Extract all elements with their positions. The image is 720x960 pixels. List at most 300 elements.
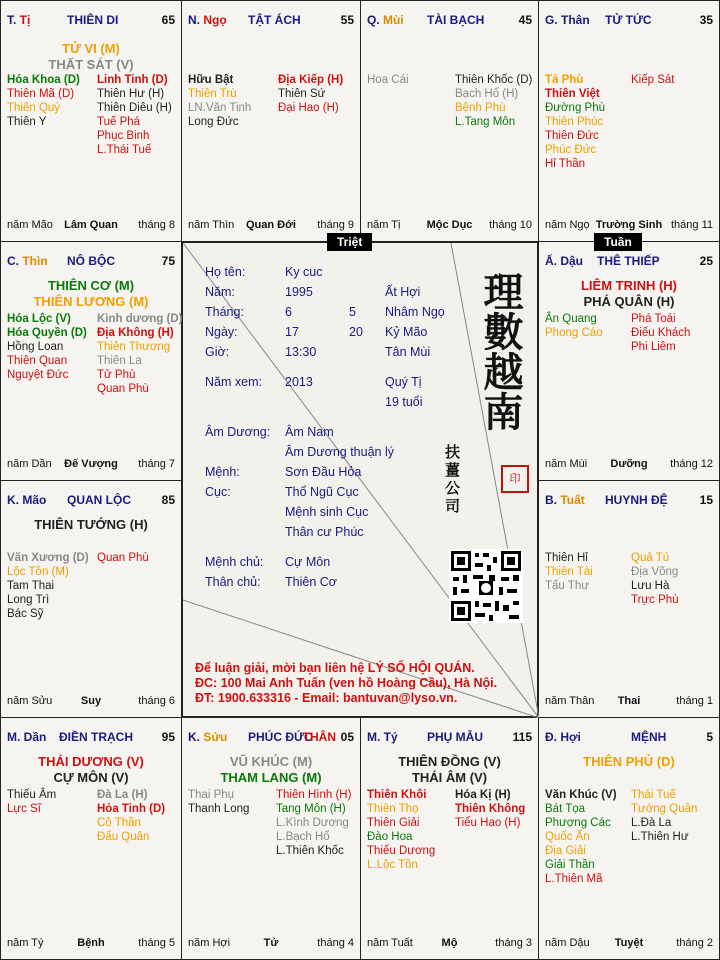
stars-right-column [631, 73, 719, 87]
palace-mui [360, 0, 539, 242]
star-item: Hóa Lộc (V) [7, 313, 71, 325]
gio-value: 13:30 [285, 345, 317, 359]
star-item: Tiểu Hao (H) [455, 817, 521, 829]
palace-can-chi [188, 13, 227, 27]
nam-value: 1995 [285, 285, 313, 299]
palace-year: năm Sửu [7, 695, 53, 707]
star-item: Hóa Quyền (D) [7, 327, 87, 339]
palace-can-chi [7, 13, 30, 27]
palace-can-chi [7, 254, 48, 268]
palace-header [367, 730, 532, 746]
palace-month: tháng 11 [670, 219, 713, 231]
palace-year: năm Ngọ [545, 219, 590, 231]
palace-life-stage: Thai [617, 695, 641, 707]
palace-life-stage: Tử [263, 937, 279, 949]
stars-left-column [545, 312, 633, 340]
star-item: Thiên Việt [545, 88, 600, 100]
star-item: Thái Tuế [631, 789, 676, 801]
than-marker: THÂN [302, 730, 336, 744]
palace-footer [545, 458, 713, 472]
palace-year: năm Mão [7, 219, 53, 231]
palace-chi: Mão [22, 493, 47, 507]
palace-month: tháng 7 [138, 458, 175, 470]
palace-life-stage: Đế Vượng [64, 458, 118, 470]
main-star: THIÊN PHỦ (D) [583, 754, 675, 769]
star-item: L.Thiên Mã [545, 873, 603, 885]
star-item: Thiên Quan [7, 355, 68, 367]
stars-left-column [367, 788, 455, 872]
palace-can: K. [188, 730, 204, 744]
palace-age-number: 95 [161, 730, 175, 744]
tuoi-value: 19 tuổi [385, 395, 423, 409]
star-item: Thiên La [97, 355, 142, 367]
palace-can-chi [7, 730, 46, 744]
palace-footer [188, 937, 354, 951]
menh-label: Mệnh: [205, 465, 240, 479]
palace-can: Đ. [545, 730, 561, 744]
palace-life-stage: Mộc Dục [426, 219, 473, 231]
star-item: Lực Sĩ [7, 803, 41, 815]
star-item: Hóa Kị (H) [455, 789, 511, 801]
nam-xem-can-chi: Quý Tị [385, 375, 422, 389]
palace-header [7, 730, 175, 746]
ngay-am-value: 20 [349, 325, 363, 339]
star-item: L.Lộc Tồn [367, 859, 418, 871]
palace-can: M. [367, 730, 384, 744]
star-item: Thiên Y [7, 116, 47, 128]
stars-right-column [631, 312, 719, 354]
palace-hoi [538, 717, 720, 960]
tuan-tag: Tuần [594, 233, 642, 251]
palace-chi: Tị [19, 13, 31, 27]
star-item: Phục Binh [97, 130, 150, 142]
palace-life-stage: Mộ [441, 937, 458, 949]
palace-age-number: 25 [699, 254, 713, 268]
palace-can-chi [545, 254, 583, 268]
palace-header [367, 13, 532, 29]
star-item: Hóa Khoa (D) [7, 74, 80, 86]
palace-chi: Hợi [560, 730, 581, 744]
star-item: Lộc Tồn (M) [7, 566, 69, 578]
palace-chi: Dần [23, 730, 47, 744]
palace-house-name: QUAN LỘC [67, 493, 131, 507]
stars-left-column [545, 788, 633, 886]
palace-can: B. [545, 493, 561, 507]
star-item: Kiếp Sát [631, 74, 675, 86]
contact-line-2: ĐC: 100 Mai Anh Tuấn (ven hồ Hoàng Cầu), Hà Nội. [195, 676, 498, 690]
star-item: Thiên Trù [188, 88, 237, 100]
ngay-label: Ngày: [205, 325, 238, 339]
star-item: Thiên Thương [97, 341, 171, 353]
palace-can: M. [7, 730, 24, 744]
star-item: Phá Toái [631, 313, 676, 325]
palace-chi: Tý [383, 730, 398, 744]
main-star: PHÁ QUÂN (H) [583, 294, 675, 309]
palace-can: N. [188, 13, 204, 27]
star-item: Bát Tọa [545, 803, 586, 815]
main-star: THẤT SÁT (V) [48, 57, 134, 72]
star-item: Thiên Mã (D) [7, 88, 75, 100]
nam-xem-value: 2013 [285, 375, 313, 389]
stars-right-column [97, 73, 185, 157]
star-item: Thiên Hỉ [545, 552, 588, 564]
palace-footer [545, 695, 713, 709]
palace-can-chi [545, 493, 585, 507]
palace-can: Ấ. [545, 254, 561, 268]
palace-can: K. [7, 493, 23, 507]
palace-house-name: ĐIỀN TRẠCH [59, 730, 133, 744]
star-item: Quan Phù [97, 383, 149, 395]
palace-house-name: NÔ BỘC [67, 254, 115, 268]
star-item: Điếu Khách [631, 327, 691, 339]
cuc-note-2: Thân cư Phúc [285, 525, 364, 539]
star-item: Thiên Diêu (H) [97, 102, 172, 114]
star-item: Địa Kiếp (H) [278, 74, 344, 86]
calligraphy-logo: 理數越南 [477, 271, 524, 431]
palace-year: năm Thìn [188, 219, 235, 231]
palace-house-name: THÊ THIẾP [597, 254, 660, 268]
gio-can-chi: Tân Mùi [385, 345, 431, 359]
star-item: Địa Không (H) [97, 327, 174, 339]
palace-suu [181, 717, 361, 960]
am-duong-value: Âm Nam [285, 425, 334, 439]
menh-chu-value: Cự Môn [285, 555, 331, 569]
palace-age-number: 55 [340, 13, 354, 27]
gio-label: Giờ: [205, 345, 230, 359]
star-item: L.Kình Dương [276, 817, 349, 829]
star-item: Tang Môn (H) [276, 803, 346, 815]
palace-house-name: HUYNH ĐỆ [605, 493, 668, 507]
main-star: THIÊN CƠ (M) [47, 278, 135, 293]
center-info-panel [182, 242, 538, 717]
palace-can-chi [545, 13, 590, 27]
palace-chi: Thìn [22, 254, 48, 268]
palace-header [7, 254, 175, 270]
thang-am-value: 5 [349, 305, 356, 319]
palace-year: năm Dần [7, 458, 52, 470]
star-item: Bệnh Phù [455, 102, 506, 114]
nam-xem-label: Năm xem: [205, 375, 262, 389]
than-chu-value: Thiên Cơ [285, 575, 337, 589]
star-item: L.Thiên Hư [631, 831, 689, 843]
star-item: Hồng Loan [7, 341, 64, 353]
star-item: Phúc Đức [545, 144, 597, 156]
star-item: Bạch Hổ (H) [455, 88, 519, 100]
stars-right-column [97, 551, 185, 565]
palace-chi: Mùi [383, 13, 404, 27]
palace-chi: Sửu [203, 730, 228, 744]
star-item: Trực Phù [631, 594, 679, 606]
star-item: Thiên Hư (H) [97, 88, 165, 100]
palace-can-chi [545, 730, 581, 744]
stars-left-column [545, 73, 633, 171]
contact-line-1: Để luận giải, mời bạn liên hệ LÝ SỐ HỘI QUÁN. [195, 661, 475, 675]
palace-header [545, 254, 713, 270]
palace-can: G. [545, 13, 562, 27]
star-item: Quan Phù [97, 552, 149, 564]
ngay-can-chi: Kỷ Mão [385, 325, 428, 339]
palace-age-number: 115 [512, 730, 532, 744]
palace-footer [367, 937, 532, 951]
palace-footer [7, 695, 175, 709]
palace-footer [7, 458, 175, 472]
palace-ty-bottom [360, 717, 539, 960]
palace-can-chi [367, 13, 404, 27]
palace-header [545, 493, 713, 509]
ngay-value: 17 [285, 325, 299, 339]
star-item: Thiên Sứ [278, 88, 326, 100]
palace-house-name: MỆNH [631, 730, 667, 744]
seal-text: 扶薑公司 [445, 443, 461, 515]
main-star: THAM LANG (M) [220, 770, 322, 785]
ho-ten-label: Họ tên: [205, 265, 246, 279]
palace-footer [545, 937, 713, 951]
palace-chi: Tuất [560, 493, 585, 507]
star-item: Quả Tú [631, 552, 670, 564]
palace-year: năm Mùi [545, 458, 588, 470]
palace-house-name: PHỤ MẪU [427, 730, 483, 744]
main-star: VŨ KHÚC (M) [229, 754, 313, 769]
main-star: THIÊN LƯƠNG (M) [33, 294, 149, 309]
main-star: CỰ MÔN (V) [53, 770, 129, 785]
palace-year: năm Thân [545, 695, 595, 707]
palace-header [7, 493, 175, 509]
palace-life-stage: Tuyệt [614, 937, 644, 949]
palace-age-number: 65 [161, 13, 175, 27]
palace-life-stage: Trường Sinh [595, 219, 663, 231]
palace-life-stage: Dưỡng [610, 458, 648, 470]
main-star: THIÊN ĐỒNG (V) [398, 754, 501, 769]
star-item: Thiên Quý [7, 102, 61, 114]
palace-age-number: 35 [699, 13, 713, 27]
stars-right-column [276, 788, 364, 858]
star-item: L.Tang Môn [455, 116, 516, 128]
star-item: Phong Cáo [545, 327, 603, 339]
palace-house-name: TÀI BẠCH [427, 13, 485, 27]
stars-left-column [7, 788, 95, 816]
star-item: Địa Giải [545, 845, 586, 857]
palace-month: tháng 1 [676, 695, 713, 707]
palace-month: tháng 9 [317, 219, 354, 231]
palace-can: Q. [367, 13, 384, 27]
contact-line-3: ĐT: 1900.633316 - Email: bantuvan@lyso.vn. [195, 691, 458, 705]
star-item: L.Thái Tuế [97, 144, 152, 156]
star-item: Lưu Hà [631, 580, 670, 592]
nam-label: Năm: [205, 285, 235, 299]
palace-month: tháng 6 [138, 695, 175, 707]
stars-right-column [631, 788, 719, 844]
stars-left-column [7, 312, 95, 382]
main-star: THÁI DƯƠNG (V) [38, 754, 144, 769]
palace-life-stage: Quan Đới [246, 219, 296, 231]
palace-age-number: 5 [706, 730, 713, 744]
palace-footer [7, 937, 175, 951]
palace-footer [545, 219, 713, 233]
palace-house-name: THIÊN DI [67, 13, 119, 27]
star-item: Đẩu Quân [97, 831, 150, 843]
stars-left-column [188, 73, 276, 129]
star-item: Phi Liêm [631, 341, 676, 353]
palace-header [7, 13, 175, 29]
palace-year: năm Tị [367, 219, 401, 231]
star-item: Thiên Thọ [367, 803, 419, 815]
main-star: THÁI ÂM (V) [411, 770, 488, 785]
palace-age-number: 05 [340, 730, 354, 744]
palace-can-chi [7, 493, 46, 507]
palace-can: T. [7, 13, 20, 27]
star-item: Giải Thần [545, 859, 595, 871]
menh-value: Sơn Đầu Hỏa [285, 465, 362, 479]
star-item: Văn Khúc (V) [545, 789, 617, 801]
star-item: LN.Văn Tinh [188, 102, 252, 114]
stars-left-column [188, 788, 276, 816]
am-duong-label: Âm Dương: [205, 425, 271, 439]
ho-ten-value: Ky cuc [285, 265, 323, 279]
stars-right-column [455, 788, 543, 830]
palace-life-stage: Bệnh [77, 937, 105, 949]
palace-month: tháng 5 [138, 937, 175, 949]
palace-footer [188, 219, 354, 233]
palace-house-name: TỬ TỨC [605, 13, 652, 27]
star-item: Thiếu Âm [7, 789, 57, 801]
star-item: Thiên Giải [367, 817, 420, 829]
palace-month: tháng 2 [676, 937, 713, 949]
star-item: Tấu Thư [545, 580, 589, 592]
star-item: Thiên Tài [545, 566, 593, 578]
star-item: Linh Tinh (D) [97, 74, 168, 86]
palace-dau [538, 241, 720, 481]
cuc-note-1: Mệnh sinh Cục [285, 505, 369, 519]
star-item: Cô Thần [97, 817, 141, 829]
palace-month: tháng 10 [489, 219, 532, 231]
star-item: Kình dương (D) [97, 313, 183, 325]
palace-year: năm Dậu [545, 937, 590, 949]
palace-footer [7, 219, 175, 233]
star-item: Bác Sỹ [7, 608, 44, 620]
am-duong-note: Âm Dương thuận lý [285, 445, 394, 459]
star-item: Ân Quang [545, 313, 597, 325]
stars-left-column [7, 551, 95, 621]
stars-right-column [455, 73, 543, 129]
star-item: Tử Phù [97, 369, 136, 381]
palace-header [545, 13, 713, 29]
qr-code-icon[interactable] [449, 549, 523, 623]
palace-age-number: 45 [518, 13, 532, 27]
star-item: Thanh Long [188, 803, 250, 815]
star-item: Quốc Ấn [545, 831, 590, 843]
star-item: Văn Xương (D) [7, 552, 89, 564]
star-item: L.Bạch Hổ [276, 831, 330, 843]
menh-chu-label: Mệnh chủ: [205, 555, 264, 569]
star-item: Thiên Hình (H) [276, 789, 352, 801]
stars-right-column [97, 312, 185, 396]
than-chu-label: Thân chủ: [205, 575, 261, 589]
palace-life-stage: Suy [80, 695, 102, 707]
palace-month: tháng 12 [670, 458, 713, 470]
star-item: Nguyệt Đức [7, 369, 69, 381]
thang-value: 6 [285, 305, 292, 319]
star-item: Hỏa Tinh (D) [97, 803, 166, 815]
star-item: Thai Phụ [188, 789, 235, 801]
star-item: Hoa Cái [367, 74, 409, 86]
star-item: Thiên Đức [545, 130, 599, 142]
cuc-label: Cục: [205, 485, 231, 499]
star-item: Đại Hao (H) [278, 102, 339, 114]
star-item: Thiếu Dương [367, 845, 436, 857]
palace-age-number: 75 [161, 254, 175, 268]
palace-can-chi [367, 730, 398, 744]
thang-label: Tháng: [205, 305, 244, 319]
star-item: L.Thiên Khốc [276, 845, 344, 857]
palace-chi: Ngọ [203, 13, 227, 27]
star-item: Tướng Quân [631, 803, 698, 815]
palace-month: tháng 8 [138, 219, 175, 231]
triet-tag: Triệt [327, 233, 372, 251]
palace-can: C. [7, 254, 23, 268]
palace-year: năm Tý [7, 937, 44, 949]
palace-chi: Dậu [560, 254, 584, 268]
nam-can-chi: Ất Hợi [385, 285, 421, 299]
stars-right-column [631, 551, 719, 607]
palace-ngo [181, 0, 361, 242]
palace-age-number: 15 [699, 493, 713, 507]
main-star: LIÊM TRINH (H) [580, 278, 678, 293]
star-item: Thiên Phúc [545, 116, 604, 128]
star-item: Tuế Phá [97, 116, 141, 128]
star-item: Hữu Bật [188, 74, 234, 86]
star-item: Hỉ Thần [545, 158, 586, 170]
thang-can-chi: Nhâm Ngọ [385, 305, 445, 319]
stars-right-column [278, 73, 366, 115]
star-item: Đào Hoa [367, 831, 413, 843]
star-item: Long Đức [188, 116, 239, 128]
palace-header [545, 730, 713, 746]
stars-left-column [545, 551, 633, 593]
cuc-value: Thổ Ngũ Cục [285, 485, 359, 499]
star-item: Đường Phù [545, 102, 605, 114]
star-item: Tả Phù [545, 74, 584, 86]
palace-than [538, 0, 720, 242]
star-item: Phượng Các [545, 817, 611, 829]
star-item: Tam Thai [7, 580, 55, 592]
palace-house-name: PHÚC ĐỨC [248, 730, 313, 744]
palace-footer [367, 219, 532, 233]
palace-year: năm Hợi [188, 937, 231, 949]
stars-right-column [97, 788, 185, 844]
palace-age-number: 85 [161, 493, 175, 507]
palace-mao [0, 480, 182, 718]
palace-month: tháng 3 [495, 937, 532, 949]
palace-can-chi [188, 730, 227, 744]
stars-left-column [7, 73, 95, 129]
palace-year: năm Tuất [367, 937, 413, 949]
red-seal-icon: 印 [501, 465, 529, 493]
contact-block [195, 661, 497, 706]
palace-thin [0, 241, 182, 481]
star-item: Thiên Không [455, 803, 526, 815]
palace-header [188, 13, 354, 29]
star-item: Địa Võng [631, 566, 679, 578]
palace-tuat [538, 480, 720, 718]
palace-chi: Thân [561, 13, 590, 27]
palace-house-name: TẬT ÁCH [248, 13, 301, 27]
stars-left-column [367, 73, 455, 87]
palace-month: tháng 4 [317, 937, 354, 949]
main-star: THIÊN TƯỚNG (H) [34, 517, 148, 532]
star-item: Thiên Khôi [367, 789, 427, 801]
star-item: L.Đà La [631, 817, 672, 829]
main-star: TỬ VI (M) [62, 41, 120, 56]
